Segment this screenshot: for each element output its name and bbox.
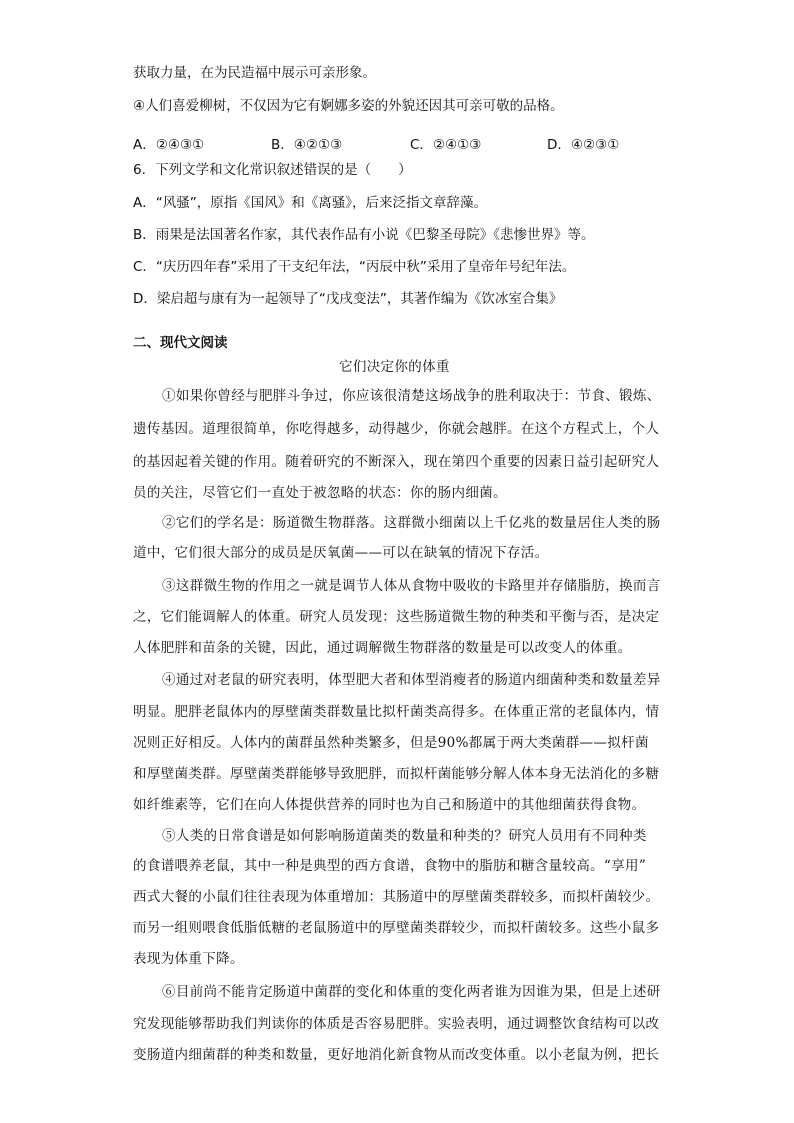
paragraph-line: 和厚壁菌类群。厚壁菌类群能够导致肥胖，而拟杆菌能够分解人体本身无法消化的多糖 <box>133 766 660 782</box>
paragraph-line: 员的关注，尽管它们一直处于被忽略的状态：你的肠内细菌。 <box>133 485 507 501</box>
paragraph-line: 遗传基因。道理很简单，你吃得越多，动得越少，你就会越胖。在这个方程式上，个人 <box>133 421 660 437</box>
paragraph-line: 的食谱喂养老鼠，其中一种是典型的西方食谱，食物中的脂肪和糖含量较高。“享用” <box>133 858 647 874</box>
option-c: C．②④①③ <box>410 137 482 153</box>
option-d: D．梁启超与康有为一起领导了“戊戌变法”，其著作编为《饮冰室合集》 <box>133 291 563 307</box>
option-a: A．“风骚”，原指《国风》和《离骚》，后来泛指文章辞藻。 <box>133 195 487 211</box>
paragraph-line: 变肠道内细菌群的种类和数量，更好地消化新食物从而改变体重。以小老鼠为例，把长 <box>133 1047 660 1063</box>
section-heading: 二、现代文阅读 <box>133 335 228 351</box>
text-line: 获取力量，在为民造福中展示可亲形象。 <box>133 65 376 81</box>
text-line: ④人们喜爱柳树，不仅因为它有婀娜多姿的外貌还因其可亲可敬的品格。 <box>133 98 564 114</box>
question-stem: 6．下列文学和文化常识叙述错误的是（ ） <box>133 162 412 178</box>
paragraph-line: 的基因起着关键的作用。随着研究的不断深入，现在第四个重要的因素日益引起研究人 <box>133 454 660 470</box>
paragraph-line: 表现为体重下降。 <box>133 951 244 967</box>
option-c: C．“庆历四年春”采用了干支纪年法，“丙辰中秋”采用了皇帝年号纪年法。 <box>133 259 576 275</box>
paragraph-line: ①如果你曾经与肥胖斗争过，你应该很清楚这场战争的胜利取决于：节食、锻炼、 <box>162 388 661 404</box>
paragraph-line: 道中，它们很大部分的成员是厌氧菌——可以在缺氧的情况下存活。 <box>133 545 549 561</box>
paragraph-line: 之，它们能调解人的体重。研究人员发现：这些肠道微生物的种类和平衡与否，是决定 <box>133 609 660 625</box>
paragraph-line: 人体肥胖和苗条的关键，因此，通过调解微生物群落的数量是可以改变人的体重。 <box>133 640 632 656</box>
paragraph-line: 明显。肥胖老鼠体内的厚壁菌类群数量比拟杆菌类高得多。在体重正常的老鼠体内，情 <box>133 704 660 720</box>
paragraph-line: ⑥目前尚不能肯定肠道中菌群的变化和体重的变化两者谁为因谁为果，但是上述研 <box>162 984 661 1000</box>
option-a: A．②④③① <box>133 137 205 153</box>
paragraph-line: 西式大餐的小鼠们往往表现为体重增加：其肠道中的厚壁菌类群较多，而拟杆菌较少。 <box>133 889 660 905</box>
answer-options-q5 <box>133 133 693 153</box>
paragraph-line: 况则正好相反。人体内的菌群虽然种类繁多，但是90%都属于两大类菌群——拟杆菌 <box>133 735 649 751</box>
paragraph-line: ⑤人类的日常食谱是如何影响肠道菌类的数量和种类的？研究人员用有不同种类 <box>162 828 647 844</box>
paragraph-line: ④通过对老鼠的研究表明，体型肥大者和体型消瘦者的肠道内细菌种类和数量差异 <box>162 672 661 688</box>
article-title: 它们决定你的体重 <box>339 359 450 375</box>
paragraph-line: ③这群微生物的作用之一就是调节人体从食物中吸收的卡路里并存储脂肪，换而言 <box>162 578 661 594</box>
option-b: B．④②①③ <box>271 137 343 153</box>
option-d: D．④②③① <box>547 137 620 153</box>
paragraph-line: 而另一组则喂食低脂低糖的老鼠肠道中的厚壁菌类群较少，而拟杆菌较多。这些小鼠多 <box>133 920 660 936</box>
paragraph-line: 究发现能够帮助我们判读你的体质是否容易肥胖。实验表明，通过调整饮食结构可以改 <box>133 1016 660 1032</box>
option-b: B．雨果是法国著名作家，其代表作品有小说《巴黎圣母院》《悲惨世界》等。 <box>133 227 595 243</box>
paragraph-line: ②它们的学名是：肠道微生物群落。这群微小细菌以上千亿兆的数量居住人类的肠 <box>162 515 661 531</box>
paragraph-line: 如纤维素等，它们在向人体提供营养的同时也为自己和肠道中的其他细菌获得食物。 <box>133 797 646 813</box>
